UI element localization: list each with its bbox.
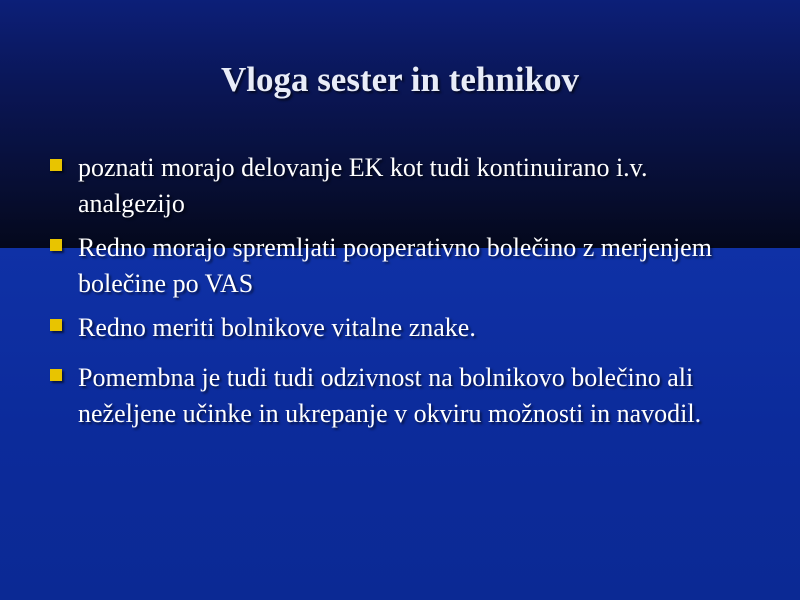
square-bullet-icon [50, 159, 62, 171]
bullet-text-3: Redno meriti bolnikove vitalne znake. [78, 313, 476, 342]
bullet-text-4: Pomembna je tudi tudi odzivnost na bolnikovo bolečino ali neželjene učinke in ukrepanje v okviru možnosti in navodil. [78, 363, 702, 428]
bullet-item-3 [45, 310, 745, 346]
square-bullet-icon [50, 369, 62, 381]
bullet-list [45, 150, 745, 432]
square-bullet-icon [50, 239, 62, 251]
bullet-text-2: Redno morajo spremljati pooperativno bolečino z merjenjem bolečine po VAS [78, 233, 712, 298]
bullet-item-1 [45, 150, 745, 222]
bullet-item-2 [45, 230, 745, 302]
square-bullet-icon [50, 319, 62, 331]
bullet-text-1: poznati morajo delovanje EK kot tudi kontinuirano i.v. analgezijo [78, 153, 648, 218]
bullet-item-4 [45, 360, 745, 432]
slide-title: Vloga sester in tehnikov [220, 60, 580, 99]
